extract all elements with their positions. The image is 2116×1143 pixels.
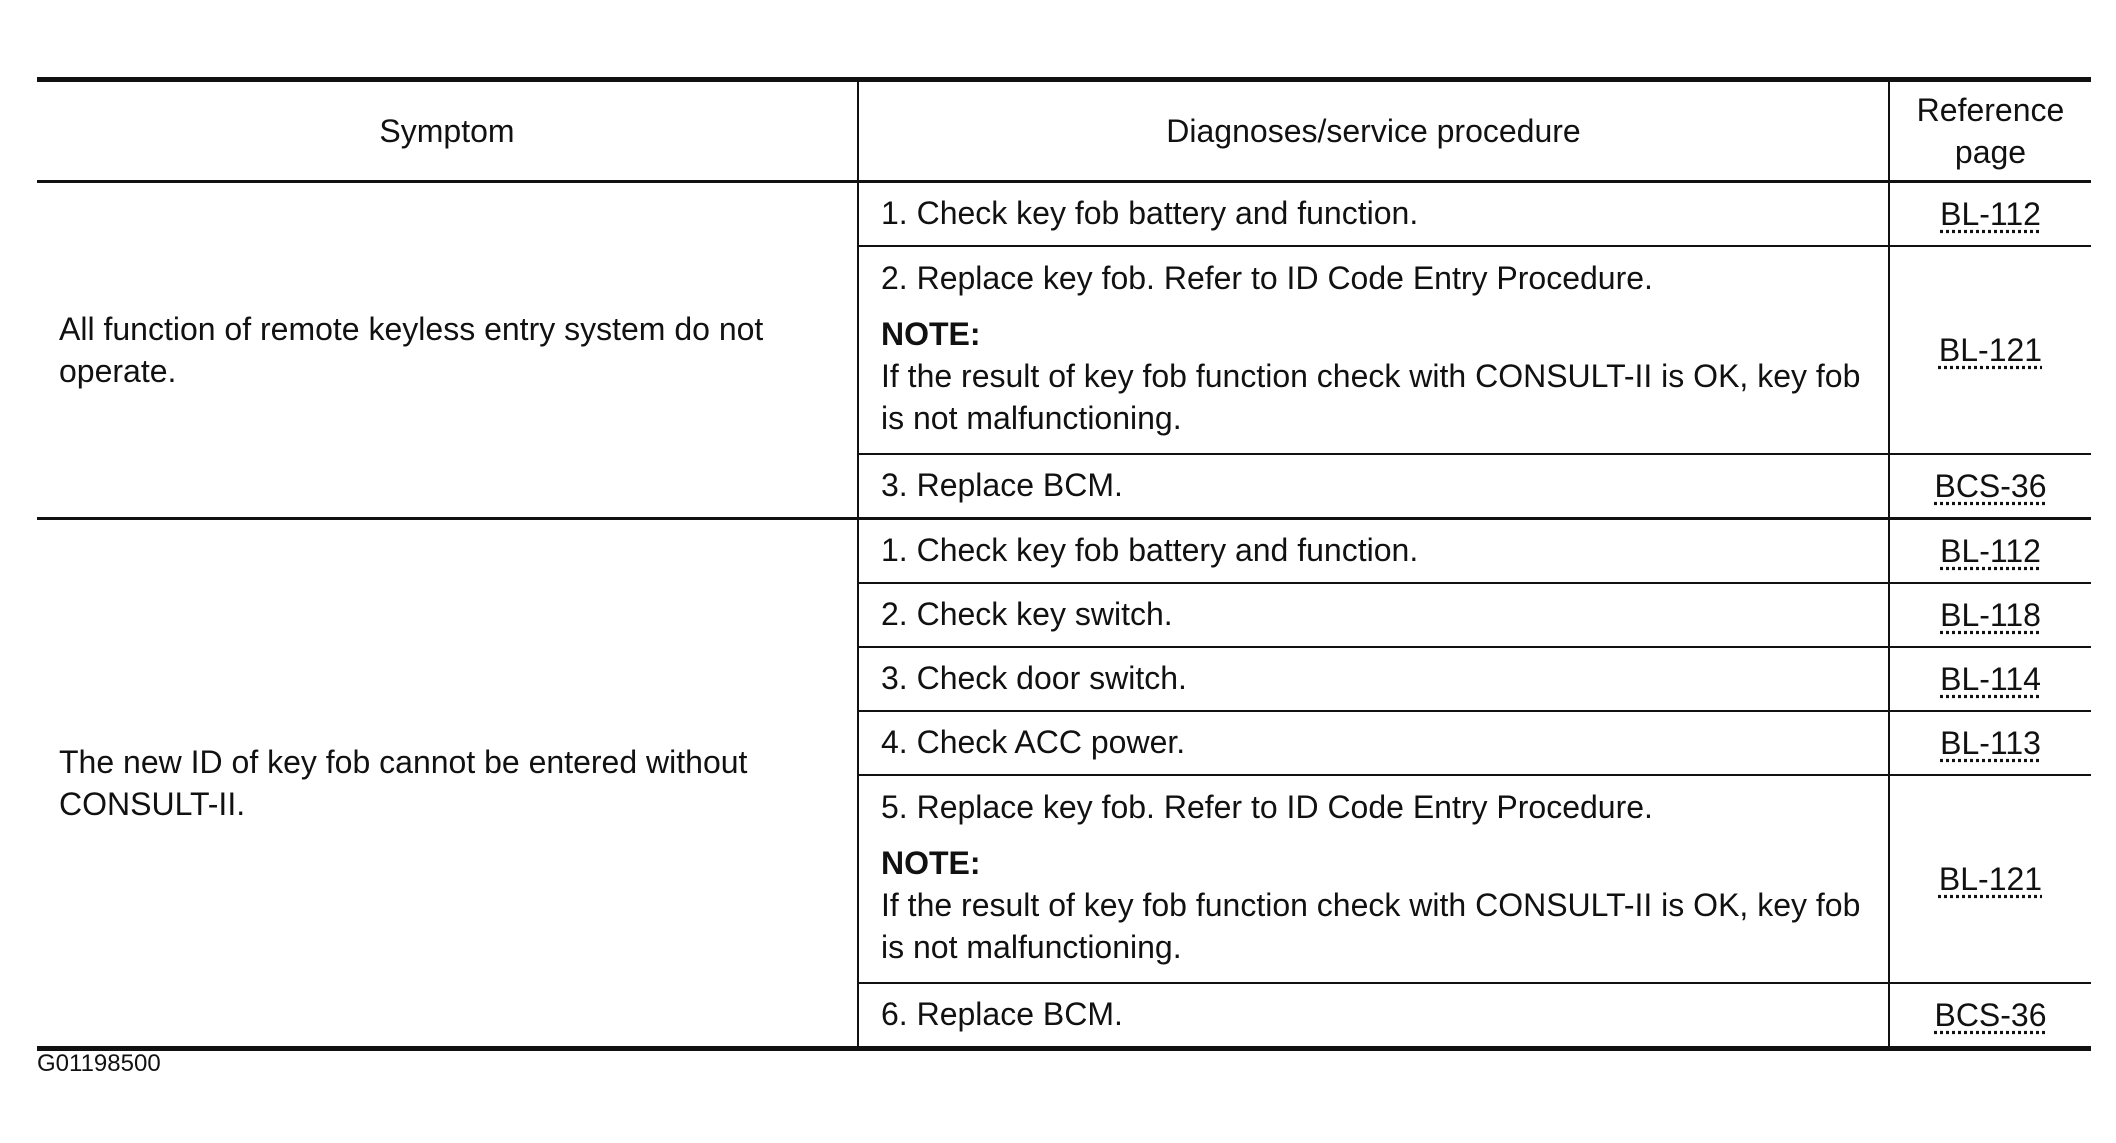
reference-link[interactable]: BL-112: [1940, 196, 2041, 232]
symptom-table-container: [37, 77, 2091, 1051]
header-reference: [1889, 80, 2091, 182]
symptom-group-1: [37, 182, 2091, 519]
reference-link[interactable]: BCS-36: [1934, 468, 2047, 504]
reference-cell: [1889, 454, 2091, 519]
reference-cell: [1889, 182, 2091, 247]
procedure-text: 5. Replace key fob. Refer to ID Code Entry Procedure.: [881, 789, 1653, 825]
note-label: NOTE:: [881, 845, 981, 881]
procedure-step: 2. Check key switch.: [858, 583, 1889, 647]
reference-cell: [1889, 519, 2091, 584]
reference-cell: [1889, 711, 2091, 775]
note-label: NOTE:: [881, 316, 981, 352]
symptom-group-2: [37, 519, 2091, 1049]
table-header-row: [37, 80, 2091, 182]
reference-cell: [1889, 583, 2091, 647]
procedure-step: 1. Check key fob battery and function.: [858, 182, 1889, 247]
symptom-text-2: The new ID of key fob cannot be entered without CONSULT-II.: [37, 519, 858, 1049]
figure-code: G01198500: [37, 1050, 161, 1077]
header-procedure: Diagnoses/service procedure: [858, 80, 1889, 182]
reference-link[interactable]: BL-118: [1940, 597, 2041, 633]
procedure-step-with-note: [858, 246, 1889, 454]
header-reference-label: Reference page: [1916, 92, 2065, 170]
reference-cell: [1889, 983, 2091, 1049]
procedure-step: 3. Check door switch.: [858, 647, 1889, 711]
note-text: If the result of key fob function check with CONSULT-II is OK, key fob is not malfunctioning.: [881, 358, 1861, 436]
procedure-step: 1. Check key fob battery and function.: [858, 519, 1889, 584]
reference-link[interactable]: BL-113: [1940, 725, 2041, 761]
reference-cell: [1889, 647, 2091, 711]
procedure-step: 3. Replace BCM.: [858, 454, 1889, 519]
reference-link[interactable]: BL-112: [1940, 533, 2041, 569]
reference-link[interactable]: BCS-36: [1934, 997, 2047, 1033]
table-row: [37, 519, 2091, 584]
symptom-diagnosis-table: [37, 77, 2091, 1051]
procedure-step: 6. Replace BCM.: [858, 983, 1889, 1049]
reference-cell: [1889, 775, 2091, 983]
table-row: [37, 182, 2091, 247]
symptom-text-1: All function of remote keyless entry system do not operate.: [37, 182, 858, 519]
reference-link[interactable]: BL-121: [1938, 332, 2043, 368]
reference-link[interactable]: BL-121: [1938, 861, 2043, 897]
header-symptom: Symptom: [37, 80, 858, 182]
procedure-text: 2. Replace key fob. Refer to ID Code Entry Procedure.: [881, 260, 1653, 296]
procedure-step: 4. Check ACC power.: [858, 711, 1889, 775]
note-text: If the result of key fob function check with CONSULT-II is OK, key fob is not malfunctioning.: [881, 887, 1861, 965]
procedure-step-with-note: [858, 775, 1889, 983]
reference-link[interactable]: BL-114: [1940, 661, 2041, 697]
reference-cell: [1889, 246, 2091, 454]
